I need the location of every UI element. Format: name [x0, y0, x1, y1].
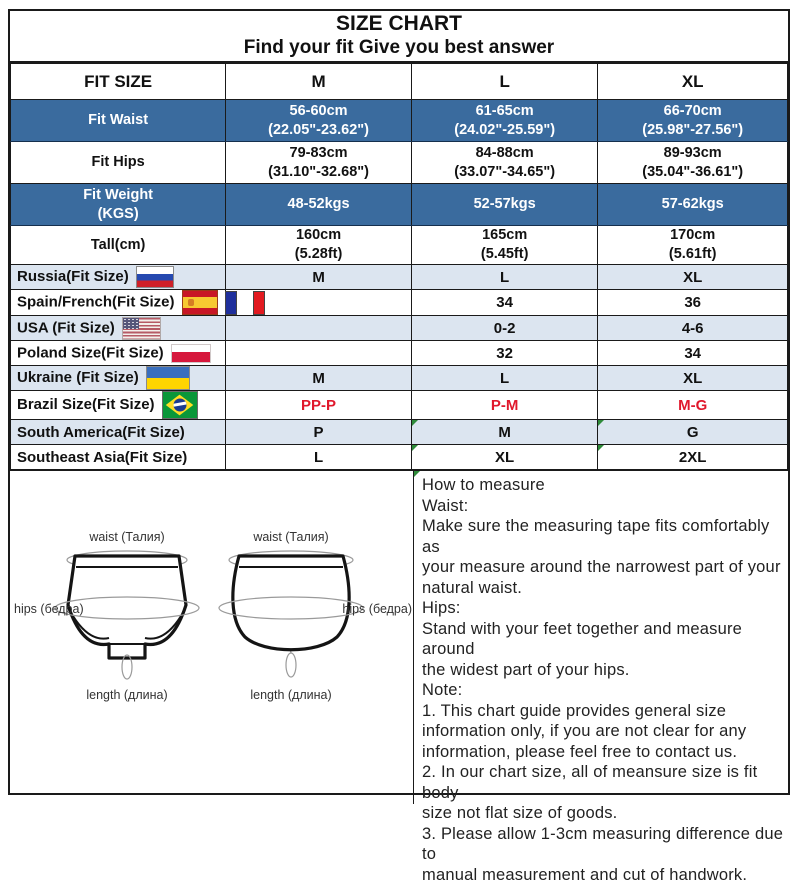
cell-southeast-asia-l: XL: [411, 445, 597, 470]
row-label-usa: USA (Fit Size): [11, 316, 226, 341]
table-row-fit-waist: [11, 100, 788, 142]
row-label-fit-waist: Fit Waist: [11, 100, 226, 142]
usa-flag-icon: [122, 317, 161, 340]
row-label-south-america: South America(Fit Size): [11, 420, 226, 445]
brief-outline: [68, 556, 186, 658]
guide-note-2: 2. In our chart size, all of meansure size is fit body: [422, 762, 786, 803]
cell-waist-l: 61-65cm (24.02"-25.59"): [411, 100, 597, 142]
row-label-brazil: Brazil Size(Fit Size): [11, 391, 226, 420]
chart-outer-border: [8, 9, 790, 795]
cell-poland-m: [226, 341, 412, 366]
page-subtitle: Find your fit Give you best answer: [10, 36, 788, 60]
bottom-section: [10, 470, 788, 804]
guide-text: the widest part of your hips.: [422, 660, 786, 681]
header-size-xl: XL: [598, 64, 788, 100]
hips-label-right: hips (бедра): [342, 602, 412, 616]
poland-flag-icon: [171, 344, 211, 363]
measure-guide-panel: [414, 471, 788, 804]
cell-hips-xl: 89-93cm (35.04"-36.61"): [598, 142, 788, 184]
waist-label-right: waist (Талия): [252, 530, 328, 544]
row-label-tall: Tall(cm): [11, 226, 226, 265]
table-row-russia: [11, 265, 788, 290]
table-row-tall: [11, 226, 788, 265]
row-label-fit-weight: Fit Weight (KGS): [11, 184, 226, 226]
cell-tall-m: 160cm (5.28ft): [226, 226, 412, 265]
cell-hips-l: 84-88cm (33.07"-34.65"): [411, 142, 597, 184]
hips-label-left: hips (бедра): [14, 602, 84, 616]
table-row-ukraine: [11, 366, 788, 391]
cell-tall-xl: 170cm (5.61ft): [598, 226, 788, 265]
guide-heading: How to measure: [422, 475, 786, 496]
boyshort-outline: [233, 556, 349, 650]
cell-southeast-asia-m: L: [226, 445, 412, 470]
table-row-fit-hips: [11, 142, 788, 184]
measurement-diagram-panel: [10, 471, 414, 804]
size-table: [10, 63, 788, 470]
cell-weight-l: 52-57kgs: [411, 184, 597, 226]
row-label-russia: Russia(Fit Size): [11, 265, 226, 290]
table-header-row: [11, 64, 788, 100]
cell-russia-xl: XL: [598, 265, 788, 290]
cell-south-america-l: M: [411, 420, 597, 445]
spain-flag-icon: [182, 290, 218, 315]
guide-text: size not flat size of goods.: [422, 803, 786, 824]
row-label-southeast-asia: Southeast Asia(Fit Size): [11, 445, 226, 470]
guide-waist-heading: Waist:: [422, 496, 786, 517]
cell-russia-l: L: [411, 265, 597, 290]
guide-text: Make sure the measuring tape fits comfortably as: [422, 516, 786, 557]
header-fit-size: FIT SIZE: [11, 64, 226, 100]
cell-tall-l: 165cm (5.45ft): [411, 226, 597, 265]
table-row-brazil: [11, 391, 788, 420]
cell-south-america-xl: G: [598, 420, 788, 445]
boyshort-diagram: [206, 527, 414, 712]
brief-diagram: [12, 527, 212, 712]
cell-ukraine-m: M: [226, 366, 412, 391]
cell-brazil-xl: M-G: [598, 391, 788, 420]
row-label-fit-hips: Fit Hips: [11, 142, 226, 184]
table-row-south-america: [11, 420, 788, 445]
cell-poland-l: 32: [411, 341, 597, 366]
page-title: SIZE CHART: [10, 12, 788, 36]
cell-usa-l: 0-2: [411, 316, 597, 341]
cell-waist-m: 56-60cm (22.05"-23.62"): [226, 100, 412, 142]
title-block: [10, 11, 788, 63]
guide-hips-heading: Hips:: [422, 598, 786, 619]
cell-hips-m: 79-83cm (31.10"-32.68"): [226, 142, 412, 184]
length-loop: [286, 653, 296, 677]
cell-weight-xl: 57-62kgs: [598, 184, 788, 226]
table-row-poland: [11, 341, 788, 366]
cell-weight-m: 48-52kgs: [226, 184, 412, 226]
table-row-spain-french: [11, 290, 788, 316]
cell-southeast-asia-xl: 2XL: [598, 445, 788, 470]
cell-usa-m: [226, 316, 412, 341]
brazil-flag-icon: [162, 391, 198, 419]
guide-text: manual measurement and cut of handwork.: [422, 865, 786, 885]
cell-south-america-m: P: [226, 420, 412, 445]
cell-poland-xl: 34: [598, 341, 788, 366]
cell-spain-m: [226, 290, 412, 316]
guide-note-3: 3. Please allow 1-3cm measuring difference due to: [422, 824, 786, 865]
table-row-fit-weight: [11, 184, 788, 226]
guide-text: your measure around the narrowest part of your: [422, 557, 786, 578]
guide-text: natural waist.: [422, 578, 786, 599]
cell-ukraine-xl: XL: [598, 366, 788, 391]
guide-text: information, please feel free to contact us.: [422, 742, 786, 763]
row-label-poland: Poland Size(Fit Size): [11, 341, 226, 366]
cell-spain-l: 34: [411, 290, 597, 316]
guide-text: Stand with your feet together and measure around: [422, 619, 786, 660]
length-label-left: length (длина): [86, 688, 167, 702]
cell-brazil-l: P-M: [411, 391, 597, 420]
russia-flag-icon: [136, 266, 174, 288]
guide-text: information only, if you are not clear for any: [422, 721, 786, 742]
row-label-ukraine: Ukraine (Fit Size): [11, 366, 226, 391]
cell-ukraine-l: L: [411, 366, 597, 391]
length-label-right: length (длина): [250, 688, 331, 702]
cell-waist-xl: 66-70cm (25.98"-27.56"): [598, 100, 788, 142]
guide-note-1: 1. This chart guide provides general size: [422, 701, 786, 722]
cell-spain-xl: 36: [598, 290, 788, 316]
header-size-m: M: [226, 64, 412, 100]
header-size-l: L: [411, 64, 597, 100]
ukraine-flag-icon: [146, 366, 190, 390]
waist-label-left: waist (Талия): [88, 530, 164, 544]
cell-brazil-m: PP-P: [226, 391, 412, 420]
guide-note-heading: Note:: [422, 680, 786, 701]
cell-usa-xl: 4-6: [598, 316, 788, 341]
cell-russia-m: M: [226, 265, 412, 290]
row-label-spain-french: Spain/French(Fit Size): [11, 290, 226, 316]
table-row-usa: [11, 316, 788, 341]
table-row-southeast-asia: [11, 445, 788, 470]
